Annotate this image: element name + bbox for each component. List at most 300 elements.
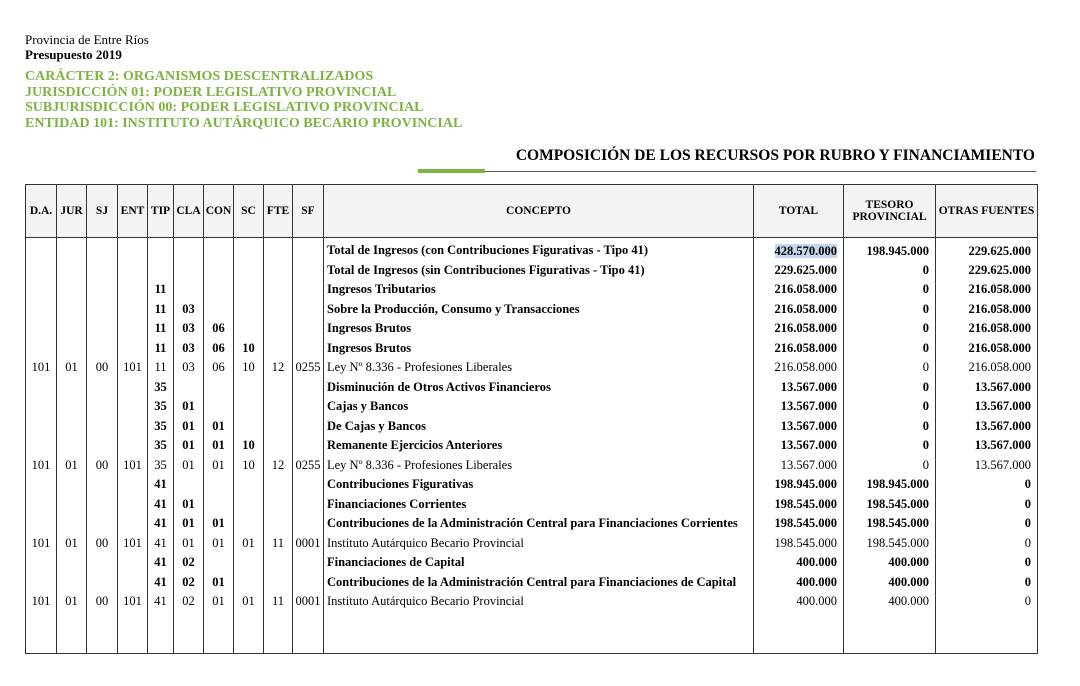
table-row [26, 418, 1038, 438]
otras-cell: 0 [936, 535, 1038, 555]
total-cell: 13.567.000 [754, 418, 844, 438]
concept-cell: Contribuciones de la Administración Central para Financiaciones Corrientes [324, 515, 754, 535]
code-cell: 02 [174, 554, 204, 574]
code-cell [57, 437, 87, 457]
code-cell: 10 [234, 359, 264, 379]
code-cell [118, 418, 148, 438]
code-cell: 01 [174, 496, 204, 516]
code-cell [234, 379, 264, 399]
code-cell [293, 281, 324, 301]
code-cell [26, 262, 57, 282]
code-cell: 06 [204, 320, 234, 340]
code-cell [293, 437, 324, 457]
table-row [26, 457, 1038, 477]
code-cell [204, 379, 234, 399]
code-cell: 11 [148, 359, 174, 379]
concept-cell: Financiaciones de Capital [324, 554, 754, 574]
code-cell: 41 [148, 496, 174, 516]
table-row [26, 496, 1038, 516]
code-cell [174, 281, 204, 301]
otras-cell: 13.567.000 [936, 379, 1038, 399]
code-cell [26, 379, 57, 399]
code-cell [118, 301, 148, 321]
code-cell [118, 398, 148, 418]
code-cell [234, 574, 264, 594]
code-cell: 01 [204, 515, 234, 535]
code-cell [26, 340, 57, 360]
code-cell [204, 238, 234, 262]
code-cell [264, 476, 293, 496]
total-cell: 13.567.000 [754, 457, 844, 477]
otras-cell: 216.058.000 [936, 340, 1038, 360]
code-cell [118, 262, 148, 282]
code-cell: 0255 [293, 457, 324, 477]
code-cell [57, 238, 87, 262]
tesoro-cell: 400.000 [844, 554, 936, 574]
empty-cell [293, 613, 324, 654]
code-cell [204, 281, 234, 301]
caracter-label: CARÁCTER 2: ORGANISMOS DESCENTRALIZADOS [25, 69, 374, 84]
code-cell: 101 [26, 535, 57, 555]
otras-cell: 0 [936, 476, 1038, 496]
otras-cell: 0 [936, 496, 1038, 516]
code-cell: 10 [234, 457, 264, 477]
code-cell [264, 398, 293, 418]
table-row [26, 574, 1038, 594]
code-cell [87, 515, 118, 535]
code-cell: 00 [87, 359, 118, 379]
concept-cell: Remanente Ejercicios Anteriores [324, 437, 754, 457]
code-cell [118, 496, 148, 516]
code-cell [293, 418, 324, 438]
total-cell: 400.000 [754, 593, 844, 613]
code-cell [234, 398, 264, 418]
code-cell: 01 [204, 535, 234, 555]
empty-cell [324, 613, 754, 654]
entidad-label: ENTIDAD 101: INSTITUTO AUTÁRQUICO BECARIO PROVINCIAL [25, 115, 463, 131]
code-cell: 11 [148, 281, 174, 301]
code-cell: 101 [118, 457, 148, 477]
table-row [26, 398, 1038, 418]
concept-cell: Contribuciones Figurativas [324, 476, 754, 496]
code-cell [234, 301, 264, 321]
code-cell: 01 [204, 418, 234, 438]
total-cell: 198.545.000 [754, 496, 844, 516]
code-cell [234, 418, 264, 438]
col-header: ENT [118, 185, 148, 238]
table-footer-spacer [26, 613, 1038, 654]
code-cell: 00 [87, 593, 118, 613]
code-cell: 01 [234, 593, 264, 613]
code-cell: 02 [174, 593, 204, 613]
total-cell: 216.058.000 [754, 340, 844, 360]
tesoro-cell: 0 [844, 437, 936, 457]
code-cell: 01 [57, 593, 87, 613]
tesoro-cell: 400.000 [844, 593, 936, 613]
code-cell: 11 [148, 320, 174, 340]
empty-cell [936, 613, 1038, 654]
code-cell [57, 281, 87, 301]
subjurisdiccion-label: SUBJURISDICCIÓN 00: PODER LEGISLATIVO PROVINCIAL [25, 100, 424, 115]
table-row [26, 301, 1038, 321]
table-row [26, 281, 1038, 301]
tesoro-cell: 198.545.000 [844, 515, 936, 535]
code-cell [234, 262, 264, 282]
tesoro-cell: 0 [844, 359, 936, 379]
code-cell [264, 262, 293, 282]
code-cell: 00 [87, 535, 118, 555]
code-cell: 06 [204, 340, 234, 360]
total-cell [754, 238, 844, 262]
code-cell [87, 262, 118, 282]
tesoro-cell: 0 [844, 418, 936, 438]
tesoro-cell: 0 [844, 340, 936, 360]
col-header: FTE [264, 185, 293, 238]
code-cell: 01 [204, 574, 234, 594]
concept-cell: Financiaciones Corrientes [324, 496, 754, 516]
code-cell [264, 238, 293, 262]
otras-cell: 229.625.000 [936, 238, 1038, 262]
code-cell: 41 [148, 554, 174, 574]
code-cell [57, 574, 87, 594]
code-cell: 10 [234, 340, 264, 360]
code-cell: 03 [174, 301, 204, 321]
empty-cell [57, 613, 87, 654]
empty-cell [844, 613, 936, 654]
code-cell [118, 379, 148, 399]
code-cell [87, 496, 118, 516]
code-cell [293, 320, 324, 340]
col-header: SF [293, 185, 324, 238]
code-cell [118, 437, 148, 457]
code-cell [57, 418, 87, 438]
otras-cell: 13.567.000 [936, 398, 1038, 418]
code-cell [118, 554, 148, 574]
total-cell: 400.000 [754, 574, 844, 594]
concept-cell: Ingresos Brutos [324, 340, 754, 360]
code-cell [26, 554, 57, 574]
otras-cell: 13.567.000 [936, 418, 1038, 438]
tesoro-cell: 198.545.000 [844, 496, 936, 516]
table-row [26, 554, 1038, 574]
total-cell: 13.567.000 [754, 398, 844, 418]
code-cell [57, 320, 87, 340]
code-cell [264, 437, 293, 457]
code-cell [87, 238, 118, 262]
code-cell: 01 [174, 457, 204, 477]
code-cell [234, 238, 264, 262]
code-cell [87, 320, 118, 340]
code-cell [204, 262, 234, 282]
empty-cell [174, 613, 204, 654]
code-cell: 03 [174, 359, 204, 379]
tesoro-cell: 0 [844, 379, 936, 399]
otras-cell: 0 [936, 554, 1038, 574]
total-cell: 13.567.000 [754, 379, 844, 399]
code-cell [204, 398, 234, 418]
concept-cell: Total de Ingresos (con Contribuciones Figurativas - Tipo 41) [324, 238, 754, 262]
otras-cell: 13.567.000 [936, 437, 1038, 457]
otras-cell: 13.567.000 [936, 457, 1038, 477]
col-header: CLA [174, 185, 204, 238]
code-cell [293, 476, 324, 496]
code-cell: 101 [118, 593, 148, 613]
code-cell [87, 476, 118, 496]
code-cell [293, 238, 324, 262]
concept-cell: De Cajas y Bancos [324, 418, 754, 438]
code-cell [174, 379, 204, 399]
document-header [25, 32, 462, 131]
concept-cell: Instituto Autárquico Becario Provincial [324, 535, 754, 555]
code-cell: 41 [148, 515, 174, 535]
code-cell: 01 [204, 457, 234, 477]
tesoro-cell: 198.545.000 [844, 535, 936, 555]
table-row [26, 593, 1038, 613]
code-cell: 06 [204, 359, 234, 379]
concept-cell: Total de Ingresos (sin Contribuciones Figurativas - Tipo 41) [324, 262, 754, 282]
code-cell [174, 262, 204, 282]
province-label: Provincia de Entre Ríos [25, 32, 149, 47]
concept-cell: Ley Nº 8.336 - Profesiones Liberales [324, 359, 754, 379]
code-cell [57, 340, 87, 360]
col-header: CONCEPTO [324, 185, 754, 238]
code-cell [57, 379, 87, 399]
col-header: TOTAL [754, 185, 844, 238]
code-cell [293, 574, 324, 594]
table-row [26, 379, 1038, 399]
code-cell [264, 418, 293, 438]
code-cell [174, 238, 204, 262]
budget-label: Presupuesto 2019 [25, 47, 122, 62]
code-cell [264, 554, 293, 574]
tesoro-cell: 0 [844, 301, 936, 321]
code-cell [87, 301, 118, 321]
code-cell [293, 301, 324, 321]
code-cell [174, 476, 204, 496]
code-cell [264, 379, 293, 399]
total-cell: 13.567.000 [754, 437, 844, 457]
empty-cell [118, 613, 148, 654]
code-cell [264, 340, 293, 360]
table-row [26, 515, 1038, 535]
code-cell: 11 [148, 340, 174, 360]
col-header: SJ [87, 185, 118, 238]
table-row [26, 359, 1038, 379]
code-cell [26, 238, 57, 262]
concept-cell: Instituto Autárquico Becario Provincial [324, 593, 754, 613]
total-cell: 216.058.000 [754, 301, 844, 321]
code-cell [204, 496, 234, 516]
code-cell [57, 554, 87, 574]
total-cell: 198.945.000 [754, 476, 844, 496]
col-header: CON [204, 185, 234, 238]
tesoro-cell: 0 [844, 457, 936, 477]
code-cell [118, 281, 148, 301]
code-cell [293, 398, 324, 418]
code-cell [26, 496, 57, 516]
code-cell [118, 476, 148, 496]
table-row [26, 238, 1038, 262]
code-cell [264, 281, 293, 301]
code-cell [57, 262, 87, 282]
concept-cell: Sobre la Producción, Consumo y Transacciones [324, 301, 754, 321]
total-cell: 400.000 [754, 554, 844, 574]
code-cell [118, 238, 148, 262]
jurisdiccion-label: JURISDICCIÓN 01: PODER LEGISLATIVO PROVINCIAL [25, 84, 397, 100]
code-cell [87, 281, 118, 301]
code-cell [26, 398, 57, 418]
code-cell [87, 398, 118, 418]
tesoro-cell: 0 [844, 398, 936, 418]
tesoro-cell: 0 [844, 262, 936, 282]
code-cell [87, 340, 118, 360]
table-row [26, 476, 1038, 496]
code-cell: 01 [174, 515, 204, 535]
code-cell: 01 [57, 535, 87, 555]
code-cell [264, 515, 293, 535]
table-row [26, 437, 1038, 457]
total-cell: 198.545.000 [754, 515, 844, 535]
code-cell: 01 [174, 398, 204, 418]
code-cell [264, 496, 293, 516]
code-cell: 35 [148, 457, 174, 477]
code-cell [293, 496, 324, 516]
code-cell [87, 379, 118, 399]
empty-cell [26, 613, 57, 654]
code-cell [26, 515, 57, 535]
empty-cell [204, 613, 234, 654]
code-cell: 12 [264, 359, 293, 379]
code-cell: 01 [204, 593, 234, 613]
code-cell: 0001 [293, 535, 324, 555]
tesoro-cell: 0 [844, 320, 936, 340]
col-header: JUR [57, 185, 87, 238]
code-cell: 12 [264, 457, 293, 477]
code-cell [293, 554, 324, 574]
code-cell [234, 496, 264, 516]
page-title: COMPOSICIÓN DE LOS RECURSOS POR RUBRO Y FINANCIAMIENTO [515, 147, 1035, 164]
code-cell: 35 [148, 418, 174, 438]
code-cell [264, 574, 293, 594]
code-cell [204, 476, 234, 496]
concept-cell: Disminución de Otros Activos Financieros [324, 379, 754, 399]
code-cell [26, 437, 57, 457]
code-cell [264, 301, 293, 321]
otras-cell: 229.625.000 [936, 262, 1038, 282]
code-cell [26, 281, 57, 301]
code-cell [87, 574, 118, 594]
otras-cell: 216.058.000 [936, 359, 1038, 379]
col-header: TIP [148, 185, 174, 238]
code-cell: 03 [174, 340, 204, 360]
code-cell: 11 [264, 535, 293, 555]
code-cell: 11 [264, 593, 293, 613]
code-cell [234, 476, 264, 496]
table-body [26, 238, 1038, 654]
total-cell: 216.058.000 [754, 281, 844, 301]
code-cell: 01 [57, 359, 87, 379]
code-cell: 41 [148, 574, 174, 594]
code-cell [234, 281, 264, 301]
code-cell: 01 [204, 437, 234, 457]
code-cell [118, 515, 148, 535]
concept-cell: Ley Nº 8.336 - Profesiones Liberales [324, 457, 754, 477]
code-cell: 35 [148, 437, 174, 457]
code-cell [26, 320, 57, 340]
title-rule [418, 171, 1036, 172]
code-cell [293, 262, 324, 282]
selected-text[interactable]: 428.570.000 [774, 244, 837, 258]
code-cell [264, 320, 293, 340]
code-cell: 41 [148, 476, 174, 496]
code-cell [87, 554, 118, 574]
total-cell: 216.058.000 [754, 359, 844, 379]
table-row [26, 320, 1038, 340]
empty-cell [87, 613, 118, 654]
code-cell: 35 [148, 379, 174, 399]
code-cell: 101 [26, 593, 57, 613]
code-cell [26, 301, 57, 321]
code-cell [293, 379, 324, 399]
code-cell [118, 320, 148, 340]
code-cell [204, 554, 234, 574]
otras-cell: 216.058.000 [936, 301, 1038, 321]
code-cell [57, 301, 87, 321]
code-cell: 101 [26, 359, 57, 379]
code-cell [148, 238, 174, 262]
code-cell [148, 262, 174, 282]
code-cell [234, 554, 264, 574]
code-cell: 00 [87, 457, 118, 477]
code-cell: 01 [174, 535, 204, 555]
code-cell [57, 476, 87, 496]
concept-cell: Cajas y Bancos [324, 398, 754, 418]
code-cell [234, 515, 264, 535]
code-cell: 01 [174, 418, 204, 438]
code-cell: 10 [234, 437, 264, 457]
concept-cell: Ingresos Brutos [324, 320, 754, 340]
concept-cell: Contribuciones de la Administración Central para Financiaciones de Capital [324, 574, 754, 594]
col-header: OTRAS FUENTES [936, 185, 1038, 238]
code-cell: 101 [118, 359, 148, 379]
empty-cell [234, 613, 264, 654]
code-cell: 01 [234, 535, 264, 555]
empty-cell [148, 613, 174, 654]
title-accent-rule [418, 169, 485, 173]
table-header-row [26, 185, 1038, 238]
tesoro-cell: 0 [844, 281, 936, 301]
total-cell: 198.545.000 [754, 535, 844, 555]
code-cell [26, 476, 57, 496]
code-cell [87, 437, 118, 457]
tesoro-cell: 198.945.000 [844, 238, 936, 262]
code-cell: 01 [174, 437, 204, 457]
code-cell: 101 [26, 457, 57, 477]
tesoro-cell: 400.000 [844, 574, 936, 594]
resources-table [25, 184, 1038, 654]
col-header: SC [234, 185, 264, 238]
code-cell [26, 418, 57, 438]
total-cell: 216.058.000 [754, 320, 844, 340]
col-header: TESORO PROVINCIAL [844, 185, 936, 238]
code-cell [57, 496, 87, 516]
col-header: D.A. [26, 185, 57, 238]
code-cell [57, 398, 87, 418]
code-cell: 41 [148, 593, 174, 613]
code-cell [293, 340, 324, 360]
tesoro-cell: 198.945.000 [844, 476, 936, 496]
code-cell: 0255 [293, 359, 324, 379]
